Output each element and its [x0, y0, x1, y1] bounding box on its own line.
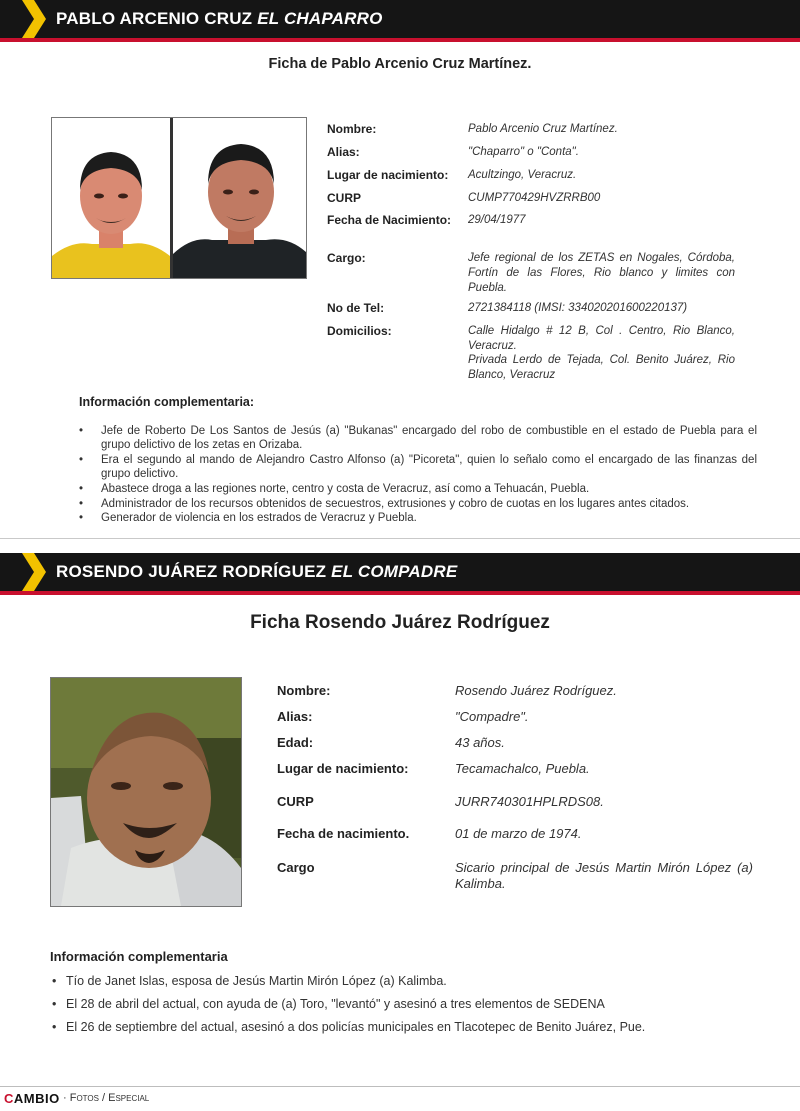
value-fecha-2: 01 de marzo de 1974. — [455, 826, 582, 841]
value-edad-2: 43 años. — [455, 735, 505, 750]
mugshot-photo-1 — [51, 117, 307, 279]
info-item-4: • Administrador de los recursos obtenidos de secuestros, extrusiones y cobro de cuotas en los lugares antes citados. — [75, 497, 757, 511]
ficha-1-title: Ficha de Pablo Arcenio Cruz Martínez. — [268, 56, 532, 72]
label-domicilios-1: Domicilios: — [327, 324, 392, 338]
label-tel-1: No de Tel: — [327, 301, 385, 315]
info-item-2-3: • El 26 de septiembre del actual, asesinó a dos policías municipales en Tlacotepec de Benito Juárez, Pue. — [50, 1019, 645, 1035]
info-item-3: • Abastece droga a las regiones norte, centro y costa de Veracruz, así como a Tehuacán, Puebla. — [75, 482, 757, 496]
value-nombre-2: Rosendo Juárez Rodríguez. — [455, 683, 617, 698]
label-cargo-1: Cargo: — [327, 251, 366, 265]
value-curp-1: CUMP770429HVZRRB00 — [468, 192, 601, 204]
value-tel-1: 2721384118 (IMSI: 334020201600220137) — [468, 302, 688, 314]
label-nombre-1: Nombre: — [327, 122, 377, 136]
info-item-1: • Jefe de Roberto De Los Santos de Jesús (a) "Bukanas" encargado del robo de combustible en el estado de Puebla para el grupo delictivo de los zetas en Orizaba. — [75, 424, 757, 452]
chevron-icon — [14, 0, 50, 38]
label-fecha-2: Fecha de nacimiento. — [277, 826, 410, 841]
info-title-2: Información complementaria — [50, 949, 228, 964]
value-domicilio-a-1: Calle Hidalgo # 12 B, Col . Centro, Rio Blanco, Veracruz. — [468, 325, 735, 352]
value-cargo-1: Jefe regional de los ZETAS en Nogales, Córdoba, Fortín de las Flores, Rio blanco y limites con Puebla. — [468, 252, 735, 294]
info-item-2: • Era el segundo al mando de Alejandro Castro Alfonso (a) "Picoreta", quien lo señalo como el encargado de las finanzas del grupo delictivo. — [75, 453, 757, 481]
banner-1-title: PABLO ARCENIO CRUZ EL CHAPARRO — [56, 9, 383, 28]
info-title-1: Información complementaria: — [79, 395, 255, 409]
label-curp-1: CURP — [327, 191, 362, 205]
label-fecha-1: Fecha de Nacimiento: — [327, 213, 452, 227]
value-nombre-1: Pablo Arcenio Cruz Martínez. — [468, 123, 618, 135]
label-nombre-2: Nombre: — [277, 683, 331, 698]
label-lugar-1: Lugar de nacimiento: — [327, 168, 449, 182]
value-domicilio-b-1: Privada Lerdo de Tejada, Col. Benito Juárez, Rio Blanco, Veracruz — [468, 354, 735, 381]
value-lugar-2: Tecamachalco, Puebla. — [455, 761, 590, 776]
value-lugar-1: Acultzingo, Veracruz. — [468, 169, 577, 181]
banner-1 — [0, 0, 800, 42]
footer — [0, 1086, 800, 1111]
banner-2 — [0, 553, 800, 595]
value-alias-1: "Chaparro" o "Conta". — [468, 146, 579, 158]
info-item-2-2: • El 28 de abril del actual, con ayuda de (a) Toro, "levantó" y asesinó a tres elementos de SEDENA — [50, 996, 605, 1012]
photo-2 — [50, 677, 242, 907]
section-divider — [0, 538, 800, 539]
label-lugar-2: Lugar de nacimiento: — [277, 761, 409, 776]
info-item-5: • Generador de violencia en los estrados de Veracruz y Puebla. — [75, 511, 757, 525]
value-fecha-1: 29/04/1977 — [468, 214, 526, 226]
chevron-icon — [14, 553, 50, 591]
ficha-2-title: Ficha Rosendo Juárez Rodríguez — [250, 612, 550, 633]
value-alias-2: "Compadre". — [455, 709, 529, 724]
label-edad-2: Edad: — [277, 735, 314, 750]
label-alias-1: Alias: — [327, 145, 360, 159]
banner-2-title: ROSENDO JUÁREZ RODRÍGUEZ EL COMPADRE — [56, 562, 458, 581]
value-cargo-2: Sicario principal de Jesús Martin Mirón López (a) Kalimba. — [455, 860, 753, 891]
label-curp-2: CURP — [277, 794, 314, 809]
label-alias-2: Alias: — [277, 709, 313, 724]
value-curp-2: JURR740301HPLRDS08. — [455, 794, 604, 809]
label-cargo-2: Cargo — [277, 860, 315, 875]
info-item-2-1: • Tío de Janet Islas, esposa de Jesús Martin Mirón López (a) Kalimba. — [50, 973, 447, 989]
cambio-logo: CAMBIO — [4, 1091, 60, 1106]
photo-credit: · Fotos / Especial — [63, 1092, 150, 1104]
